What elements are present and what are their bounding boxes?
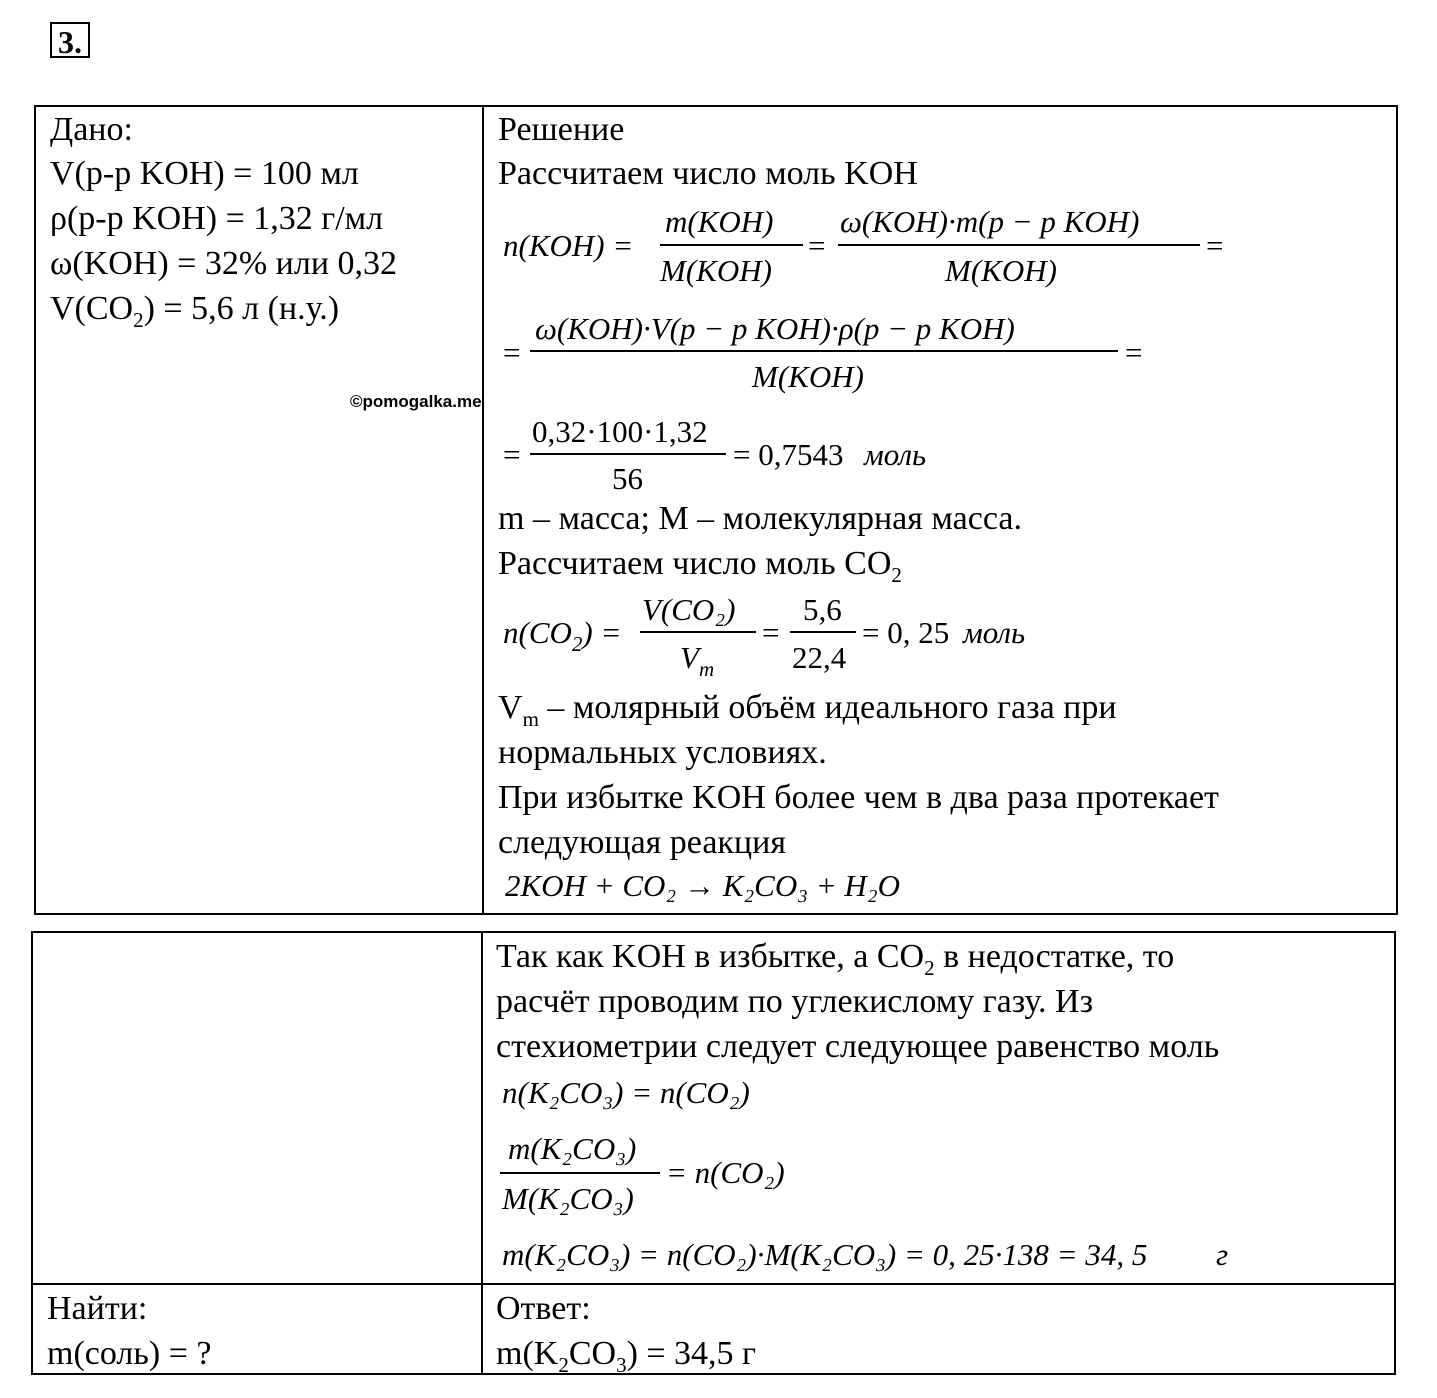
given-line-fraction: ω(KOH) = 32% или 0,32 <box>50 245 398 282</box>
step1-text: Рассчитаем число моль KOH <box>498 155 918 192</box>
vm-text: $V_m$ – молярный объём идеального газа при <box>498 689 1117 731</box>
unit-mol: моль <box>963 615 1026 650</box>
formula1-den1: M(KOH) <box>660 253 772 288</box>
find-title: Найти: <box>47 1290 148 1327</box>
formula4-lhs: $n(CO_2)$ = <box>503 615 622 656</box>
formula2-num: ω(KOH)·V(p − p KOH)·ρ(p − p KOH) <box>535 311 1015 346</box>
fraction-bar <box>640 631 756 633</box>
fraction-bar <box>660 244 803 246</box>
fraction-bar <box>838 244 1200 246</box>
equals-sign: = <box>1125 335 1143 370</box>
unit-gram: г <box>1216 1237 1229 1272</box>
column-divider <box>481 933 483 1373</box>
formula4-result: = 0, 25 <box>862 615 950 650</box>
equals-sign: = <box>762 615 780 650</box>
answer-title: Ответ: <box>496 1290 591 1327</box>
equals-sign: = <box>503 335 521 370</box>
formula1-lhs: n(KOH) = <box>503 228 634 263</box>
formula1-den2: M(KOH) <box>945 253 1057 288</box>
formula1-num1: m(KOH) <box>665 204 774 239</box>
given-line-co2: $V(CO_2) = 5,6$ л (н.у.) <box>50 290 340 332</box>
solution2-line3: стехиометрии следует следующее равенство моль <box>496 1028 1220 1065</box>
reaction-text-1: При избытке KOH более чем в два раза протекает <box>498 779 1219 816</box>
formula4-num2: 5,6 <box>803 592 842 627</box>
formula4-den2: 22,4 <box>792 640 847 675</box>
solution-title: Решение <box>498 111 625 148</box>
step2-text: Рассчитаем число моль $CO_2$ <box>498 545 902 587</box>
legend-text: m – масса; M – молекулярная масса. <box>498 500 1022 537</box>
fraction-bar <box>530 350 1118 352</box>
answer-value: $m(K_2CO_3) = 34,5$ г <box>496 1335 757 1377</box>
formula4-num: V(CO₂) <box>642 592 736 627</box>
solution2-line2: расчёт проводим по углекислому газу. Из <box>496 983 1094 1020</box>
given-line-volume: V(р-р KOH) = 100 мл <box>50 155 359 192</box>
unit-mol: моль <box>864 437 927 472</box>
equation1: n(K₂CO₃) = n(CO₂) <box>502 1075 750 1110</box>
solution2-line1: Так как KOH в избытке, а $CO_2$ в недостатке, то <box>496 938 1175 980</box>
formula3-den: 56 <box>612 461 643 496</box>
equation2-rhs: = n(CO₂) <box>666 1155 785 1190</box>
formula4-den: $V_m$ <box>680 640 715 681</box>
reaction-text-2: следующая реакция <box>498 824 786 861</box>
problem-number: 3. <box>50 22 90 58</box>
vm-text-2: нормальных условиях. <box>498 734 827 771</box>
formula1-num2: ω(KOH)·m(p − p KOH) <box>840 204 1140 239</box>
fraction-bar <box>790 631 856 633</box>
column-divider <box>482 107 484 913</box>
equation2-num: m(K₂CO₃) <box>508 1131 637 1166</box>
equals-sign: = <box>1206 228 1224 263</box>
reaction-equation: 2KOH + CO₂ → K₂CO₃ + H₂O <box>505 868 900 903</box>
equation3: m(K₂CO₃) = n(CO₂)·M(K₂CO₃) = 0, 25·138 = 34, 5 <box>502 1237 1148 1272</box>
formula3-num: 0,32·100·1,32 <box>532 414 708 449</box>
find-value: m(соль) = ? <box>47 1335 212 1372</box>
row-divider <box>33 1283 1394 1285</box>
formula2-den: M(KOH) <box>752 359 864 394</box>
equals-sign: = <box>808 228 826 263</box>
fraction-bar <box>500 1172 660 1174</box>
equals-sign: = <box>503 437 521 472</box>
watermark: ©pomogalka.me <box>350 392 482 411</box>
given-title: Дано: <box>50 111 133 148</box>
fraction-bar <box>530 453 726 455</box>
formula3-result: = 0,7543 <box>733 437 844 472</box>
equation2-den: M(K₂CO₃) <box>502 1181 634 1216</box>
given-line-density: ρ(р-р KOH) = 1,32 г/мл <box>50 200 384 237</box>
